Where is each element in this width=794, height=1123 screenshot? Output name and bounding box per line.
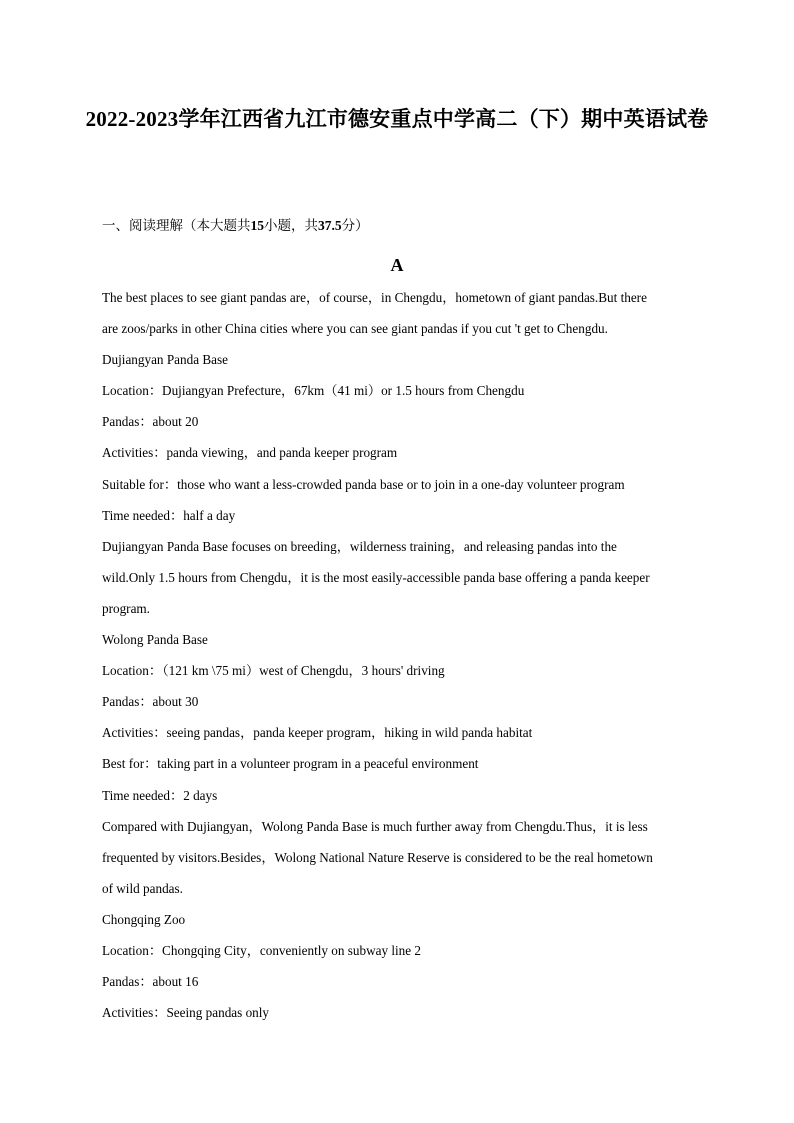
text-line: are zoos/parks in other China cities where you can see giant pandas if you cut 't get to Chengdu. — [102, 321, 608, 337]
text-line: Compared with Dujiangyan，Wolong Panda Base is much further away from Chengdu.Thus，it is less — [102, 818, 648, 834]
text-line: Location：（121 km \75 mi）west of Chengdu，3 hours' driving — [102, 663, 445, 679]
question-count: 15 — [250, 218, 264, 233]
text-line: of wild pandas. — [102, 880, 183, 896]
text-line: Activities：Seeing pandas only — [102, 1005, 270, 1021]
total-score: 37.5 — [318, 218, 342, 233]
text-line: Time needed：half a day — [102, 507, 236, 523]
text-line: Pandas：about 16 — [102, 974, 199, 990]
text-line: Pandas：about 30 — [102, 694, 199, 710]
text-line: Suitable for：those who want a less-crowded panda base or to join in a one-day volunteer program — [102, 476, 625, 492]
text-line: program. — [102, 600, 150, 616]
text-line: Time needed：2 days — [102, 787, 218, 803]
passage-label: A — [390, 255, 404, 275]
text-line: Dujiangyan Panda Base — [102, 352, 228, 368]
text-line: Location：Chongqing City，conveniently on subway line 2 — [102, 942, 422, 958]
section-heading-mid: 小题，共 — [264, 218, 318, 233]
text-line: Dujiangyan Panda Base focuses on breeding，wilderness training，and releasing pandas into the — [102, 538, 617, 554]
passage-body — [102, 286, 702, 1032]
text-line: Chongqing Zoo — [102, 911, 186, 927]
text-line: Pandas：about 20 — [102, 414, 199, 430]
text-line: Wolong Panda Base — [102, 632, 208, 648]
text-line: wild.Only 1.5 hours from Chengdu，it is the most easily-accessible panda base offering a panda keeper — [102, 569, 650, 585]
section-heading — [102, 214, 369, 238]
text-line: frequented by visitors.Besides，Wolong National Nature Reserve is considered to be the real hometown — [102, 849, 653, 865]
text-line: The best places to see giant pandas are，of course，in Chengdu，hometown of giant pandas.But there — [102, 290, 647, 305]
text-line: Location：Dujiangyan Prefecture，67km（41 mi）or 1.5 hours from Chengdu — [102, 383, 525, 399]
text-line: Activities：seeing pandas，panda keeper program，hiking in wild panda habitat — [102, 725, 533, 741]
text-line: Best for：taking part in a volunteer program in a peaceful environment — [102, 756, 479, 772]
section-heading-suffix: 分） — [341, 218, 369, 233]
page-title: 2022-2023学年江西省九江市德安重点中学高二（下）期中英语试卷 — [85, 107, 709, 131]
section-heading-prefix: 一、阅读理解（本大题共 — [102, 218, 251, 233]
text-line: Activities：panda viewing，and panda keeper program — [102, 445, 398, 461]
